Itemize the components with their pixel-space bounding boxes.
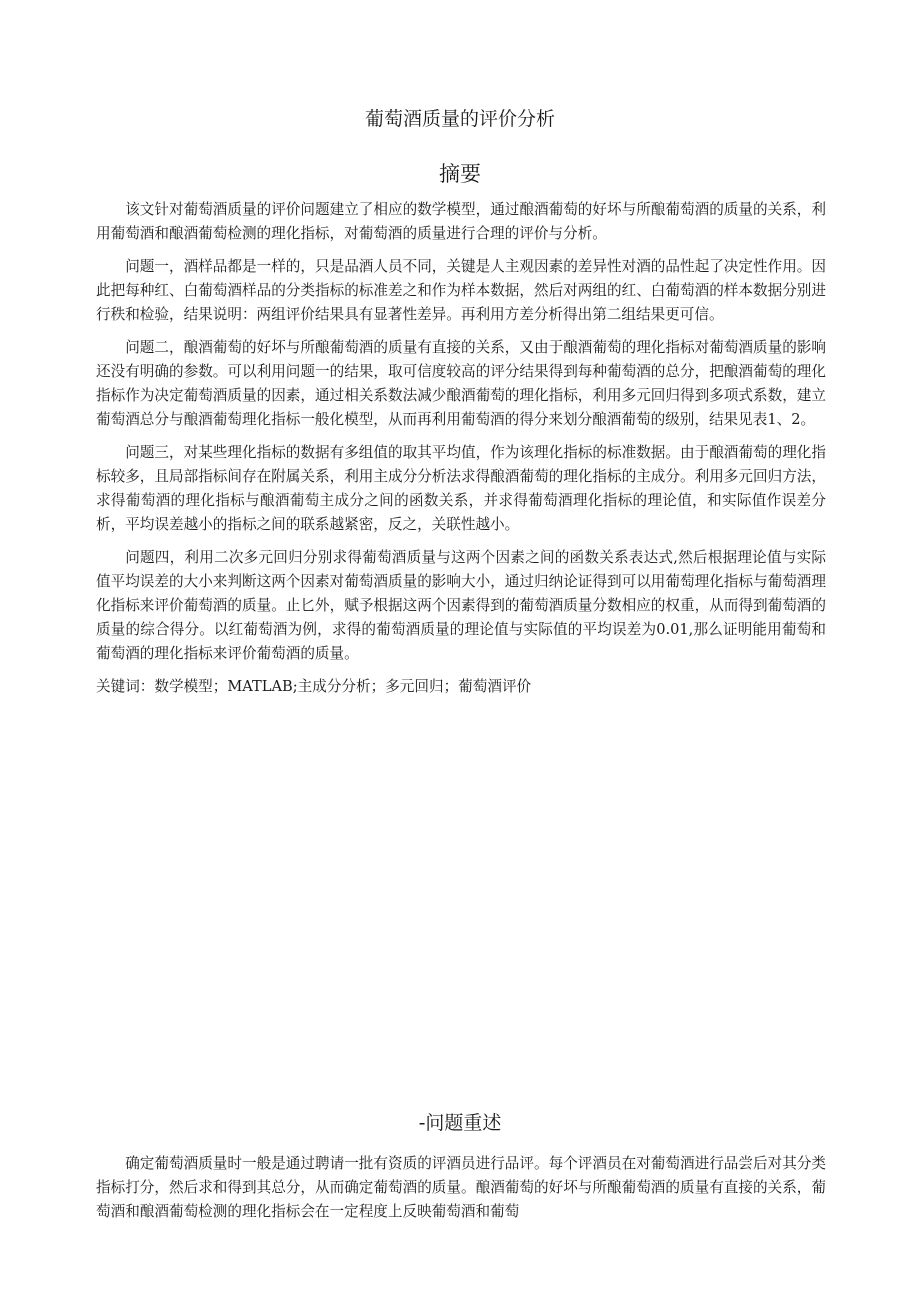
paper-title: 葡萄酒质量的评价分析 <box>364 108 555 130</box>
abstract-paragraph-intro: 该文针对葡萄酒质量的评价问题建立了相应的数学模型，通过酿酒葡萄的好坏与所酿葡萄酒的质量的关系，利用葡萄酒和酿酒葡萄检测的理化指标，对葡萄酒的质量进行合理的评价与分析。 <box>96 201 826 242</box>
section-heading-problem-restatement: -问题重述 <box>418 1112 502 1134</box>
abstract-body <box>96 198 826 699</box>
abstract-paragraph-problem-1: 问题一，酒样品都是一样的，只是品酒人员不同，关键是人主观因素的差异性对酒的品性起了决定性作用。因此把每种红、白葡萄酒样品的分类指标的标准差之和作为样本数据，然后对两组的红、白葡萄酒的样本数据分别进行秩和检验，结果说明：两组评价结果具有显著性差异。再利用方差分析得出第二组结果更可信。 <box>96 258 826 323</box>
abstract-paragraph-problem-2: 问题二，酿酒葡萄的好坏与所酿葡萄酒的质量有直接的关系，又由于酿酒葡萄的理化指标对葡萄酒质量的影响还没有明确的参数。可以利用问题一的结果，取可信度较高的评分结果得到每种葡萄酒的总分，把酿酒葡萄的理化指标作为决定葡萄酒质量的因素，通过相关系数法减少酿酒葡萄的理化指标，利用多元回归得到多项式系数，建立葡萄酒总分与酿酒葡萄理化指标一般化模型，从而再利用葡萄酒的得分来划分酿酒葡萄的级别，结果见表1、2。 <box>96 339 826 428</box>
abstract-heading: 摘要 <box>439 162 481 186</box>
section-paragraph: 确定葡萄酒质量时一般是通过聘请一批有资质的评酒员进行品评。每个评酒员在对葡萄酒进行品尝后对其分类指标打分，然后求和得到其总分，从而确定葡萄酒的质量。酿酒葡萄的好坏与所酿葡萄酒的质量有直接的关系，葡萄酒和酿酒葡萄检测的理化指标会在一定程度上反映葡萄酒和葡萄 <box>96 1155 826 1220</box>
section-body <box>96 1152 826 1233</box>
keywords-line: 关键词：数学模型；MATLAB;主成分分析；多元回归；葡萄酒评价 <box>96 678 532 695</box>
abstract-paragraph-problem-3: 问题三，对某些理化指标的数据有多组值的取其平均值，作为该理化指标的标准数据。由于酿酒葡萄的理化指标较多，且局部指标间存在附属关系，利用主成分分析法求得酿酒葡萄的理化指标的主成分。利用多元回归方法，求得葡萄酒的理化指标与酿酒葡萄主成分之间的函数关系，并求得葡萄酒理化指标的理论值，和实际值作误差分析，平均误差越小的指标之间的联系越紧密，反之，关联性越小。 <box>96 444 826 533</box>
abstract-paragraph-problem-4: 问题四，利用二次多元回归分别求得葡萄酒质量与这两个因素之间的函数关系表达式,然后根据理论值与实际值平均误差的大小来判断这两个因素对葡萄酒质量的影响大小，通过归纳论证得到可以用葡萄理化指标与葡萄酒理化指标来评价葡萄酒的质量。止匕外，赋予根据这两个因素得到的葡萄酒质量分数相应的权重，从而得到葡萄酒的质量的综合得分。以红葡萄酒为例，求得的葡萄酒质量的理论值与实际值的平均误差为0.01,那么证明能用葡萄和葡萄酒的理化指标来评价葡萄酒的质量。 <box>96 549 826 662</box>
